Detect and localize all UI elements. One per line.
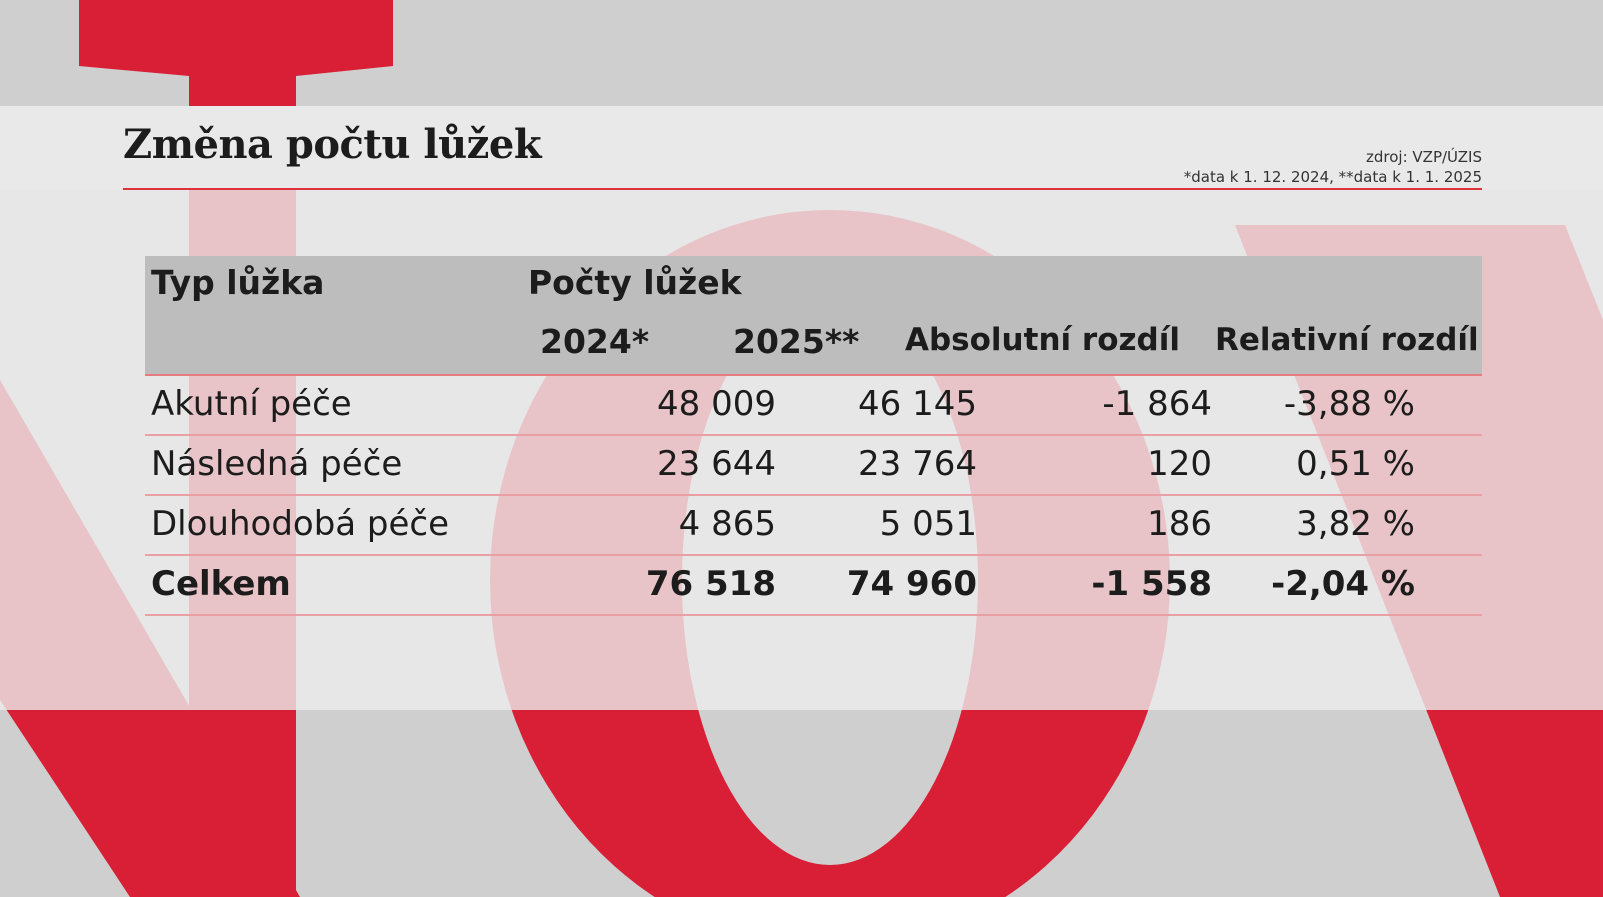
cell-type: Dlouhodobá péče xyxy=(151,504,450,544)
cell-relative-diff: -2,04 % xyxy=(1271,564,1415,604)
cell-2024: 76 518 xyxy=(645,564,776,604)
header-2025: 2025** xyxy=(733,322,860,361)
cell-2024: 4 865 xyxy=(678,504,776,544)
cell-absolute-diff: 186 xyxy=(1147,504,1212,544)
cell-type: Následná péče xyxy=(151,444,403,484)
page-title: Změna počtu lůžek xyxy=(123,121,542,168)
cell-2025: 5 051 xyxy=(879,504,977,544)
cell-relative-diff: 3,82 % xyxy=(1296,504,1415,544)
header-relative-diff: Relativní rozdíl xyxy=(1215,322,1479,358)
cell-2025: 74 960 xyxy=(846,564,977,604)
table-header xyxy=(145,256,1482,376)
cell-absolute-diff: -1 864 xyxy=(1102,384,1212,424)
cell-absolute-diff: -1 558 xyxy=(1091,564,1212,604)
cell-type: Celkem xyxy=(151,564,291,604)
cell-absolute-diff: 120 xyxy=(1147,444,1212,484)
table-row-total xyxy=(145,556,1482,616)
cell-relative-diff: 0,51 % xyxy=(1296,444,1415,484)
cell-relative-diff: -3,88 % xyxy=(1283,384,1415,424)
header-2024: 2024* xyxy=(540,322,650,361)
cell-2024: 23 644 xyxy=(657,444,776,484)
table-row xyxy=(145,436,1482,496)
cell-2025: 46 145 xyxy=(858,384,977,424)
table-row xyxy=(145,376,1482,436)
date-note: *data k 1. 12. 2024, **data k 1. 1. 2025 xyxy=(1183,168,1482,186)
source-note: zdroj: VZP/ÚZIS xyxy=(1366,148,1482,166)
cell-2025: 23 764 xyxy=(858,444,977,484)
cell-type: Akutní péče xyxy=(151,384,352,424)
header-type: Typ lůžka xyxy=(151,263,325,302)
header-group: Počty lůžek xyxy=(528,263,742,302)
header-absolute-diff: Absolutní rozdíl xyxy=(905,322,1181,358)
table-row xyxy=(145,496,1482,556)
cell-2024: 48 009 xyxy=(657,384,776,424)
title-underline xyxy=(123,188,1482,190)
